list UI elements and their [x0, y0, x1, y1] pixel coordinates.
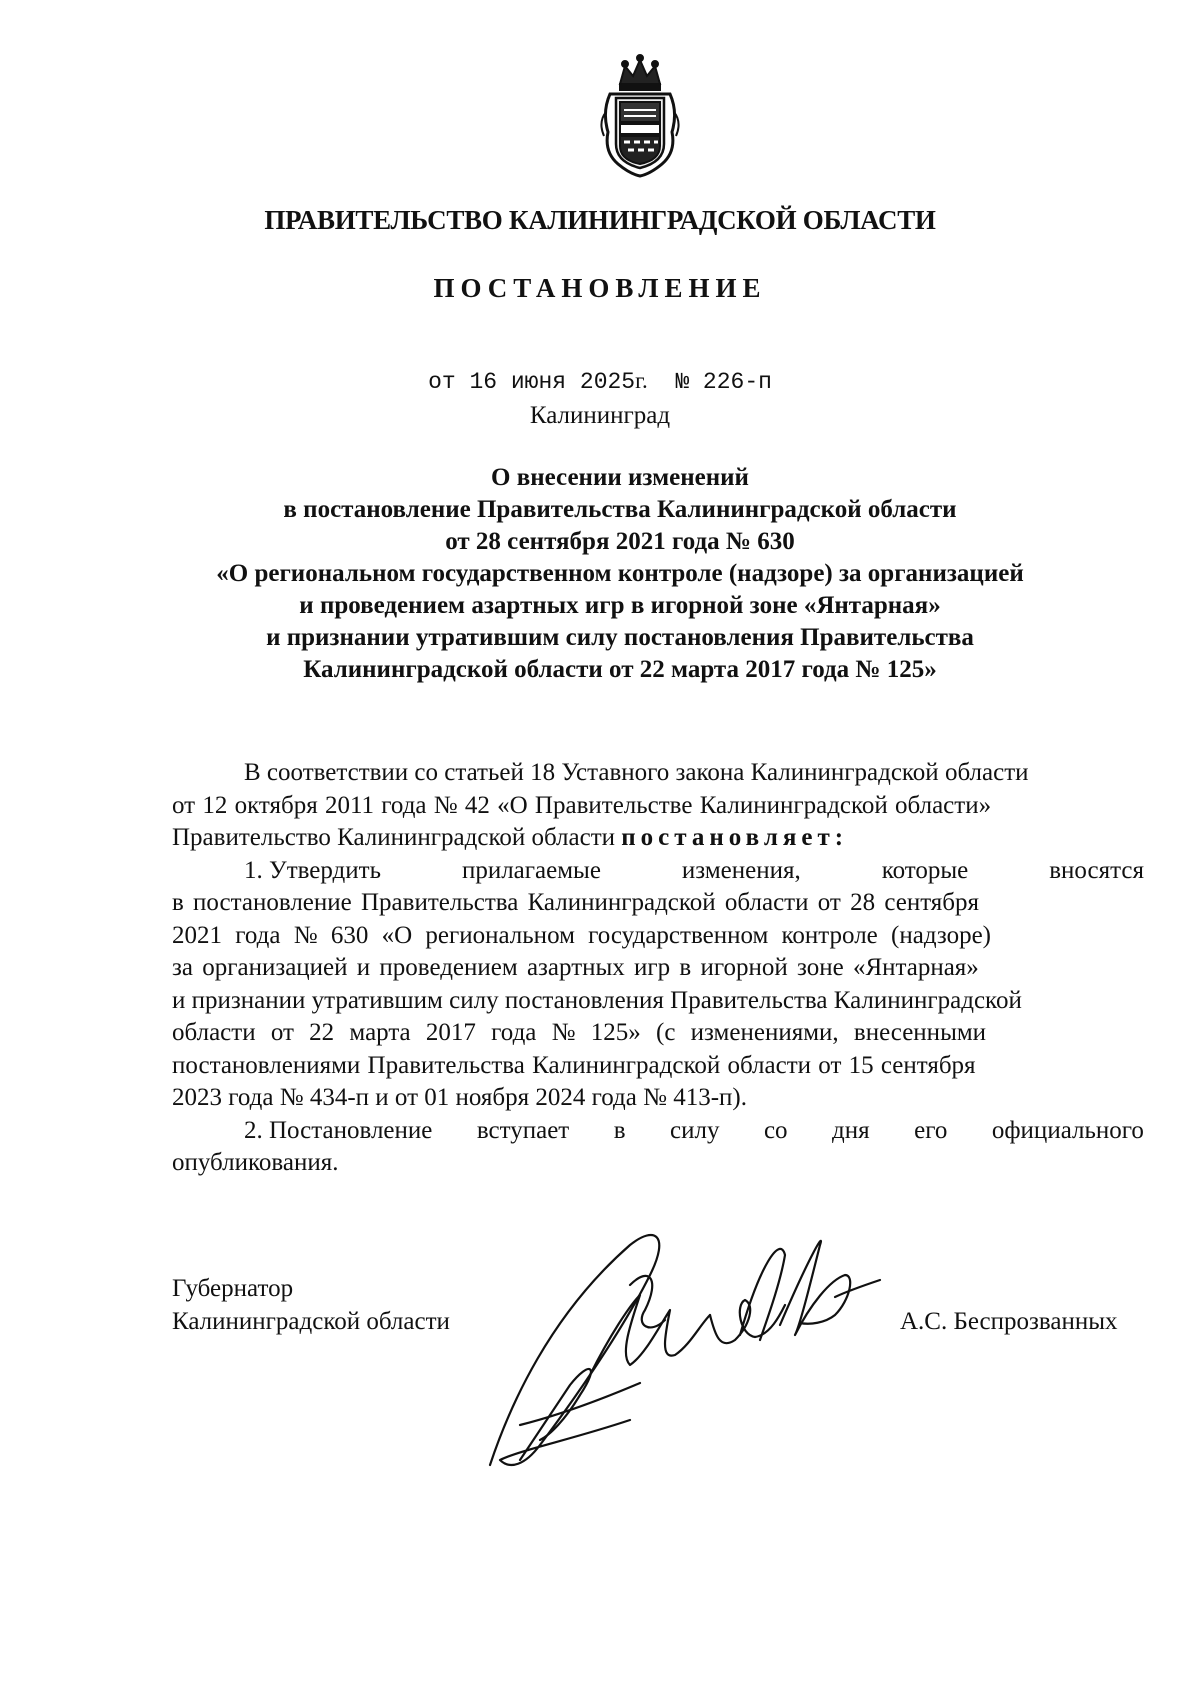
subject-line: и проведением азартных игр в игорной зоне «Янтарная» [299, 592, 941, 619]
body-line: 2021 года № 630 «О региональном государственном контроле (надзоре) [172, 921, 992, 949]
document-date: от 16 июня 2025 [428, 369, 636, 395]
signatory-position [172, 1272, 450, 1338]
body-line: постановлениями Правительства Калининградской области от 15 сентября [172, 1051, 976, 1079]
subject-line: в постановление Правительства Калининградской области [283, 496, 957, 523]
body-line: 2. Постановление вступает в силу со дня его официального [244, 1116, 1144, 1144]
body-line: опубликования. [172, 1149, 339, 1176]
position-line: Губернатор [172, 1275, 294, 1302]
body-line: 2023 года № 434-п и от 01 ноября 2024 года № 413-п). [172, 1084, 747, 1111]
subject-line: от 28 сентября 2021 года № 630 [445, 528, 795, 555]
subject-line: «О региональном государственном контроле (надзоре) за организацией [216, 560, 1024, 587]
body-line: Правительство Калининградской области постановляет: [172, 822, 1144, 855]
document-type: ПОСТАНОВЛЕНИЕ [433, 273, 767, 303]
subject-line: О внесении изменений [491, 464, 749, 491]
document-number: № 226-п [675, 369, 772, 395]
signatory-name: А.С. Беспрозванных [900, 1308, 1118, 1335]
document-city: Калининград [529, 402, 671, 429]
body-line: от 12 октября 2011 года № 42 «О Правительстве Калининградской области» [172, 791, 992, 819]
subject-line: и признании утратившим силу постановления Правительства [266, 624, 974, 651]
handwritten-signature-icon [480, 1225, 910, 1475]
position-line: Калининградской области [172, 1308, 450, 1335]
body-line: В соответствии со статьей 18 Уставного закона Калининградской области [244, 759, 1029, 786]
document-body [172, 757, 1144, 1180]
body-line: в постановление Правительства Калининградской области от 28 сентября [172, 889, 980, 916]
government-title: ПРАВИТЕЛЬСТВО КАЛИНИНГРАДСКОЙ ОБЛАСТИ [264, 205, 936, 235]
body-line: за организацией и проведением азартных игр в игорной зоне «Янтарная» [172, 954, 979, 981]
body-line: области от 22 марта 2017 года № 125» (с изменениями, внесенными [172, 1019, 987, 1046]
document-subject [140, 462, 1100, 686]
coat-of-arms-icon [590, 52, 690, 182]
body-line: и признании утратившим силу постановления Правительства Калининградской [172, 986, 1022, 1014]
year-suffix: г. [635, 368, 648, 393]
subject-line: Калининградской области от 22 марта 2017 года № 125» [303, 656, 937, 683]
document-date-number [0, 368, 1200, 395]
decree-keyword: постановляет: [621, 824, 849, 851]
body-line: 1. Утвердить прилагаемые изменения, которые вносятся [244, 856, 1144, 884]
